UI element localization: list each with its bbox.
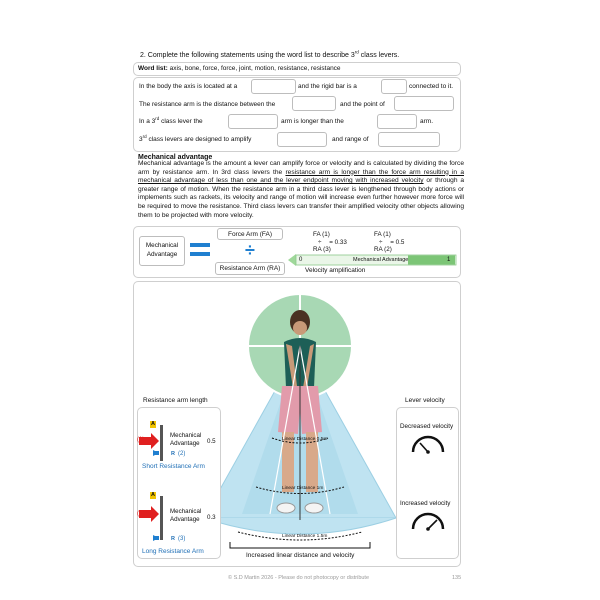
blank-7[interactable] [277,132,327,147]
statement-1b: and the rigid bar is a [298,83,357,90]
scale-left: 0 [299,257,303,263]
long-arm-label: Long Resistance Arm [142,548,204,555]
statement-3: In a 3rd class lever the [139,115,203,125]
statement-2b: and the point of [340,101,385,108]
force-1: (1) [137,437,145,443]
statement-4: 3rd class levers are designed to amplify [139,133,252,143]
word-list-box [133,62,461,76]
blank-2[interactable] [381,79,407,94]
blank-6[interactable] [377,114,417,129]
scale-mid: Mechanical Advantage [353,257,409,263]
footer-copyright: © S.D Martin 2026 - Please do not photocopy or distribute [228,575,370,581]
res-2: (3) [178,536,186,542]
ma1-value: 0.5 [207,438,216,445]
word-list: Word list: axis, bone, force, force, joint, motion, resistance, resistance [138,65,341,72]
statement-1a: In the body the axis is located at a [139,83,238,90]
linear-distance-3: Linear Distance 1.5m [282,534,328,539]
example-2: FA (1) ÷ = 0.5 RA (2) [374,231,405,253]
statement-2a: The resistance arm is the distance between the [139,101,276,108]
blank-1[interactable] [251,79,296,94]
ma2-label: Mechanical Advantage [170,508,202,523]
mechanical-advantage-paragraph: Mechanical advantage is the amount a lever can amplify force or velocity and is calculated by dividing the force arm by resistance arm. In 3rd class levers the resistance arm is longer than the force arm resulting in a mechanical advantage of less than one and the lever endpoint moving with increased velocity or through a greater range of motion. When the resistance arm in a third class lever is lengthened through body actions or implements such as rackets, its velocity and range of motion will increase even further however more force will be required to move the resistance. Third class levers can transfer their amplified velocity other objects allowing them to be projected with more velocity. [138,160,465,219]
statement-3c: arm is longer than the [281,118,344,125]
right-panel-title: Lever velocity [405,397,445,404]
ma2-value: 0.3 [207,514,216,521]
statement-1c: connected to it. [409,83,454,90]
short-arm-label: Short Resistance Arm [142,463,205,470]
left-panel-title: Resistance arm length [143,397,208,404]
force-2: (1) [137,511,145,517]
blank-4[interactable] [394,96,454,111]
a-label-1: A [151,421,155,427]
a-label-2: A [151,492,155,498]
linear-distance-2: Linear Distance 1m [282,486,324,491]
increased-velocity-label: Increased velocity [400,500,451,507]
speedometer-high-icon [410,509,446,531]
blank-5[interactable] [228,114,278,129]
blank-8[interactable] [378,132,440,147]
linear-distance-1: Linear Distance 0.5m [282,437,328,442]
mechanical-advantage-heading: Mechanical advantage [138,154,213,161]
equals-icon [190,243,210,247]
scale-right: 1 [447,257,451,263]
ma1-label: Mechanical Advantage [170,432,202,447]
ma-label-box: Mechanical Advantage [139,236,185,266]
bottom-caption: Increased linear distance and velocity [246,552,355,559]
divide-icon: ÷ [245,240,255,260]
statement-3d: arm. [420,118,433,125]
force-arm-box: Force Arm (FA) [217,228,283,240]
r-label-1: R [171,451,175,457]
velocity-amplification: Velocity amplification [305,267,366,274]
statement-4b: and range of [332,136,369,143]
decreased-velocity-label: Decreased velocity [400,423,454,430]
example-1: FA (1) ÷ = 0.33 RA (3) [313,231,347,253]
blank-3[interactable] [292,96,336,111]
resistance-arm-box: Resistance Arm (RA) [215,262,285,275]
page-number: 135 [452,575,462,581]
equals-icon-bar [190,252,210,256]
res-1: (2) [178,451,186,457]
exercise-instruction: 2. Complete the following statements using the word list to describe 3rd class levers. [140,49,400,59]
speedometer-low-icon [410,432,446,454]
r-label-2: R [171,536,175,542]
